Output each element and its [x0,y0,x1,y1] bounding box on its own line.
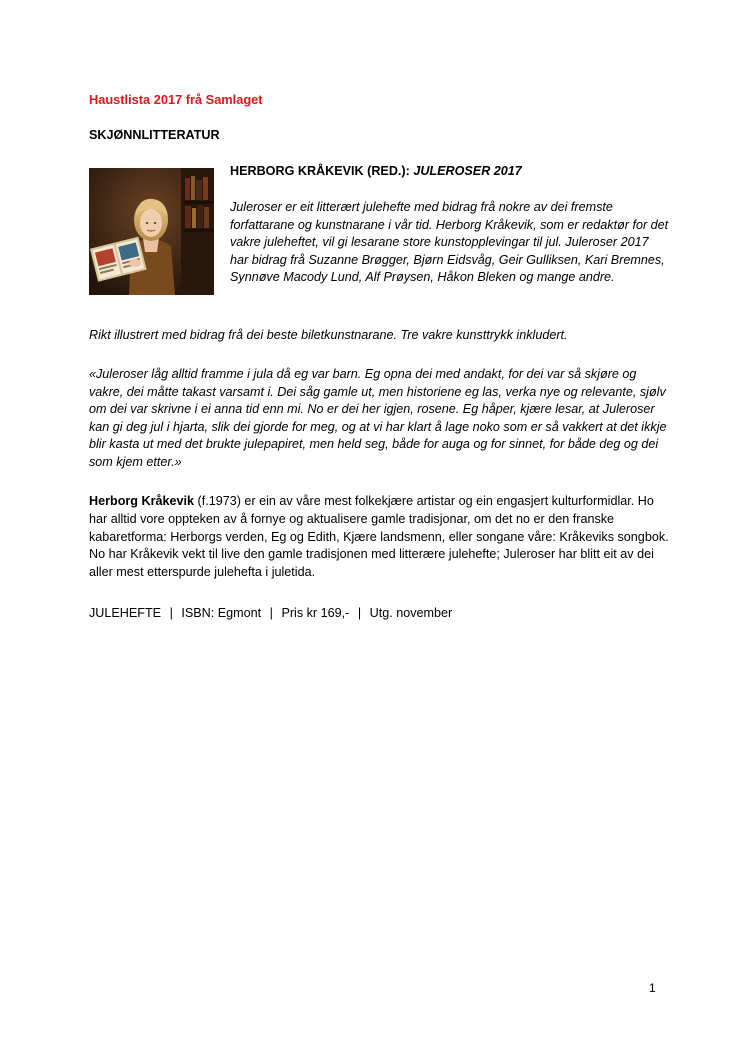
product-details [89,606,452,620]
editor-quote: «Juleroser låg alltid framme i jula då eg var barn. Eg opna dei med andakt, for dei var så skjøre og vakre, dei måtte takast varsamt i. Dei såg gamle ut, men historiene eg las, verka nye og relevante, sjølv om dei var skrivne i ei anna tid enn mi. No er dei her igjen, rosene. Eg håper, kjære lesar, at Juleroser kan gi deg jul i hjarta, slik dei gjorde for meg, og at vi har klart å lage noko som er så vakkert at det ikkje blir kasta ut med det brukte julepapiret, men held seg, både for auga og for sinnet, for både deg og dei som kjem etter.» [89,367,667,469]
book-heading [230,164,522,178]
illustration-note: Rikt illustrert med bidrag frå dei beste biletkunstnarane. Tre vakre kunsttrykk inkludert. [89,328,568,342]
author-photo-illustration [89,168,214,295]
book-title: JULEROSER 2017 [413,164,522,178]
author-bio [89,493,669,582]
author-photo [89,168,214,295]
list-title: Haustlista 2017 frå Samlaget [89,92,263,107]
page-number: 1 [649,981,656,995]
product-format: JULEHEFTE [89,606,162,620]
bio-text: (f.1973) er ein av våre mest folkekjære artistar og ein engasjert kulturformidlar. Ho har alltid vore oppteken av å fornye og aktualisere gamle tradisjonar, om det no er den franske kabaretforma: Herborgs verden, Eg og Edith, Kjære landsmenn, eller songane våre: Kråkeviks songbok. No har Kråkevik vekt til live den gamle tradisjonen med litterære julehefte; Juleroser har blitt eit av dei aller mest etterspurde juleheftа i juletida. [89,494,669,580]
book-intro: Juleroser er eit litterært julehefte med bidrag frå nokre av dei fremste forfattarane og kunstnarane i vår tid. Herborg Kråkevik, som er redaktør for det vakre juleheftet, vil gi lesarane store kunstopplevingar til jul. Juleroser 2017 har bidrag frå Suzanne Brøgger, Bjørn Eidsvåg, Geir Gulliksen, Kari Bremnes, Synnøve Macody Lund, Alf Prøysen, Håkon Bleken og mange andre. [230,200,669,285]
separator: | [357,606,362,620]
book-author: HERBORG KRÅKEVIK (RED.): [230,164,410,178]
separator: | [269,606,273,620]
separator: | [169,606,173,620]
product-price: Pris kr 169,- [281,606,350,620]
bio-name: Herborg Kråkevik [89,494,194,508]
section-title: SKJØNNLITTERATUR [89,128,220,142]
product-isbn: ISBN: Egmont [181,606,262,620]
product-release: Utg. november [369,606,453,620]
